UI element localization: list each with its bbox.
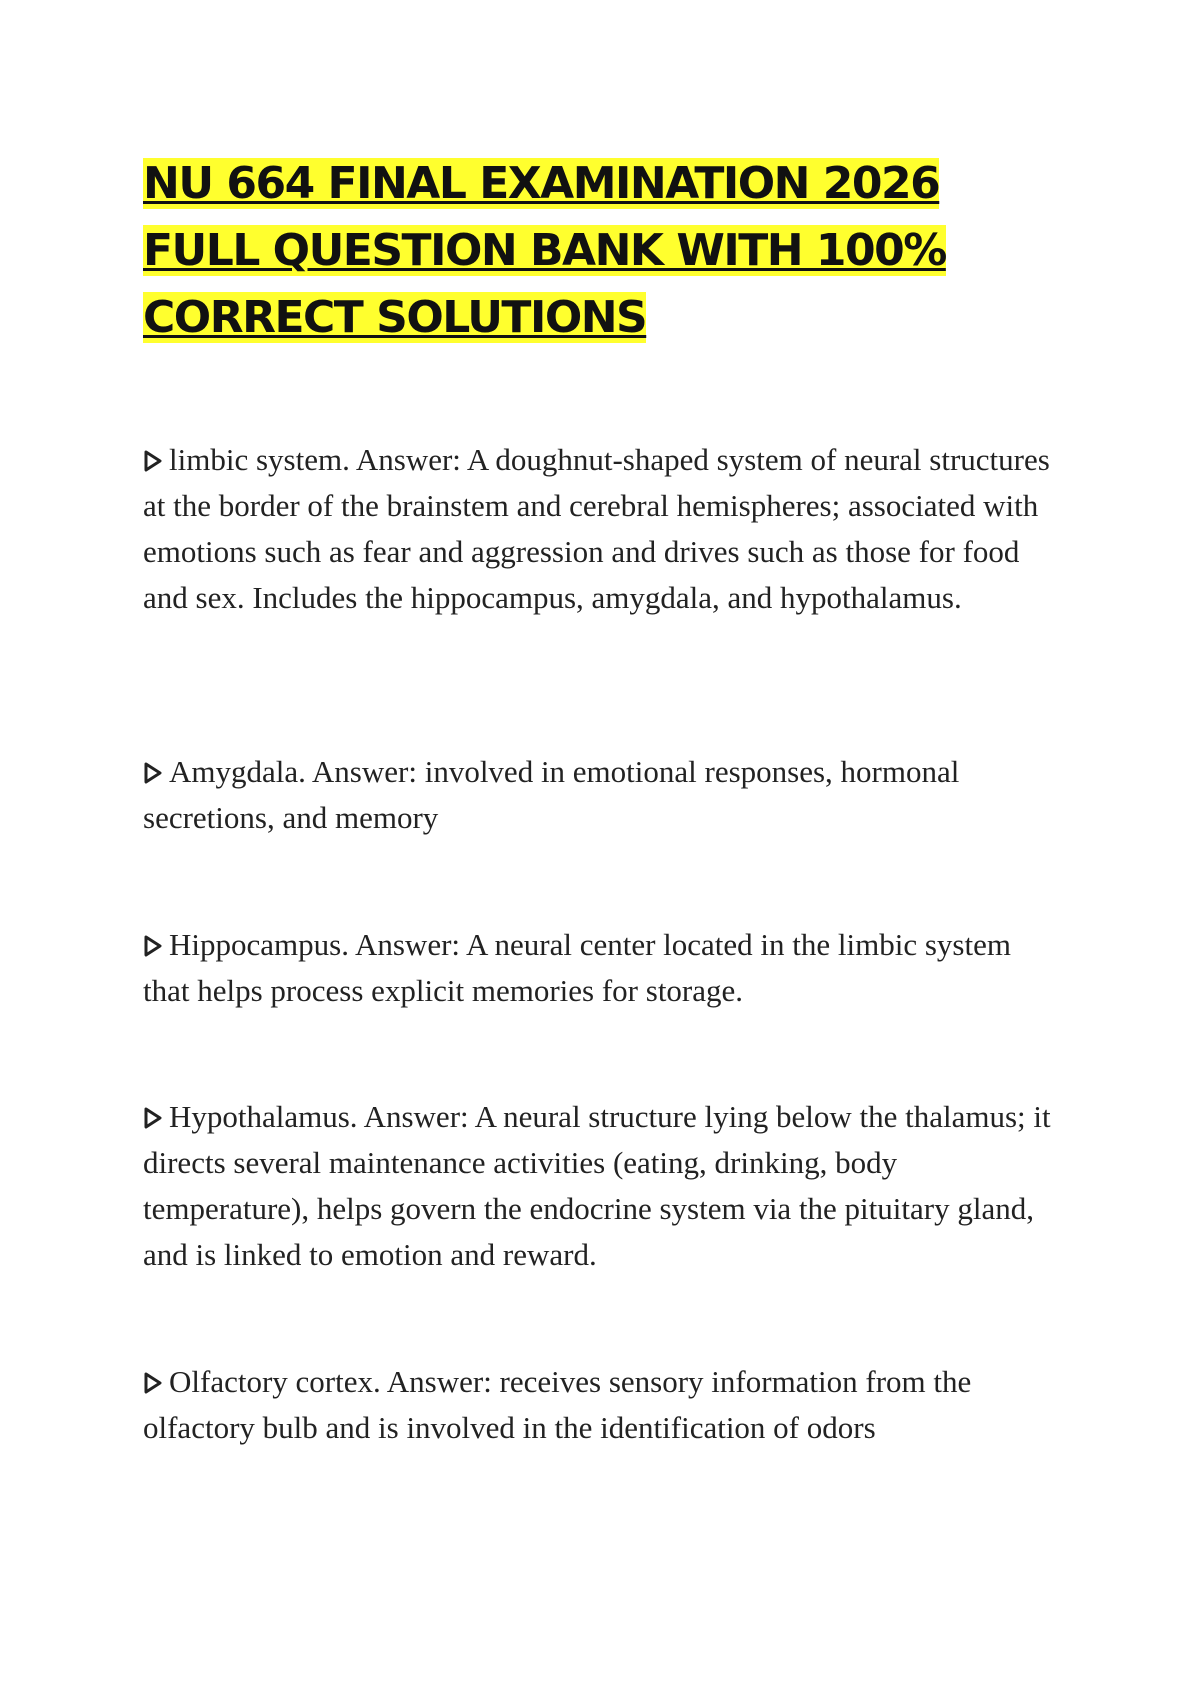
document-title: [143, 150, 1043, 351]
qa-item: [143, 749, 1063, 841]
qa-item-text: limbic system. Answer: A doughnut-shaped system of neural structures at the border of the brainstem and cerebral hemispheres; associated with emotions such as fear and aggression and drives such as those for food and sex. Includes the hippocampus, amygdala, and hypothalamus.: [143, 442, 1050, 615]
qa-item-text: Hippocampus. Answer: A neural center located in the limbic system that helps process explicit memories for storage.: [143, 927, 1011, 1008]
qa-item-text: Olfactory cortex. Answer: receives sensory information from the olfactory bulb and is involved in the identification of odors: [143, 1364, 972, 1445]
triangle-right-outline-icon: [143, 922, 163, 968]
triangle-right-outline-icon: [143, 1359, 163, 1405]
triangle-right-outline-icon: [143, 749, 163, 795]
document-title-text: NU 664 FINAL EXAMINATION 2026 FULL QUESTION BANK WITH 100% CORRECT SOLUTIONS: [143, 158, 946, 343]
triangle-right-outline-icon: [143, 1094, 163, 1140]
qa-item: [143, 437, 1063, 621]
qa-item: [143, 1359, 1063, 1451]
qa-item: [143, 922, 1063, 1014]
qa-item: [143, 1094, 1063, 1278]
qa-item-text: Amygdala. Answer: involved in emotional responses, hormonal secretions, and memory: [143, 754, 960, 835]
qa-item-text: Hypothalamus. Answer: A neural structure lying below the thalamus; it directs several maintenance activities (eating, drinking, body temperature), helps govern the endocrine system via the pituitary gland, and is linked to emotion and reward.: [143, 1099, 1051, 1272]
triangle-right-outline-icon: [143, 437, 163, 483]
